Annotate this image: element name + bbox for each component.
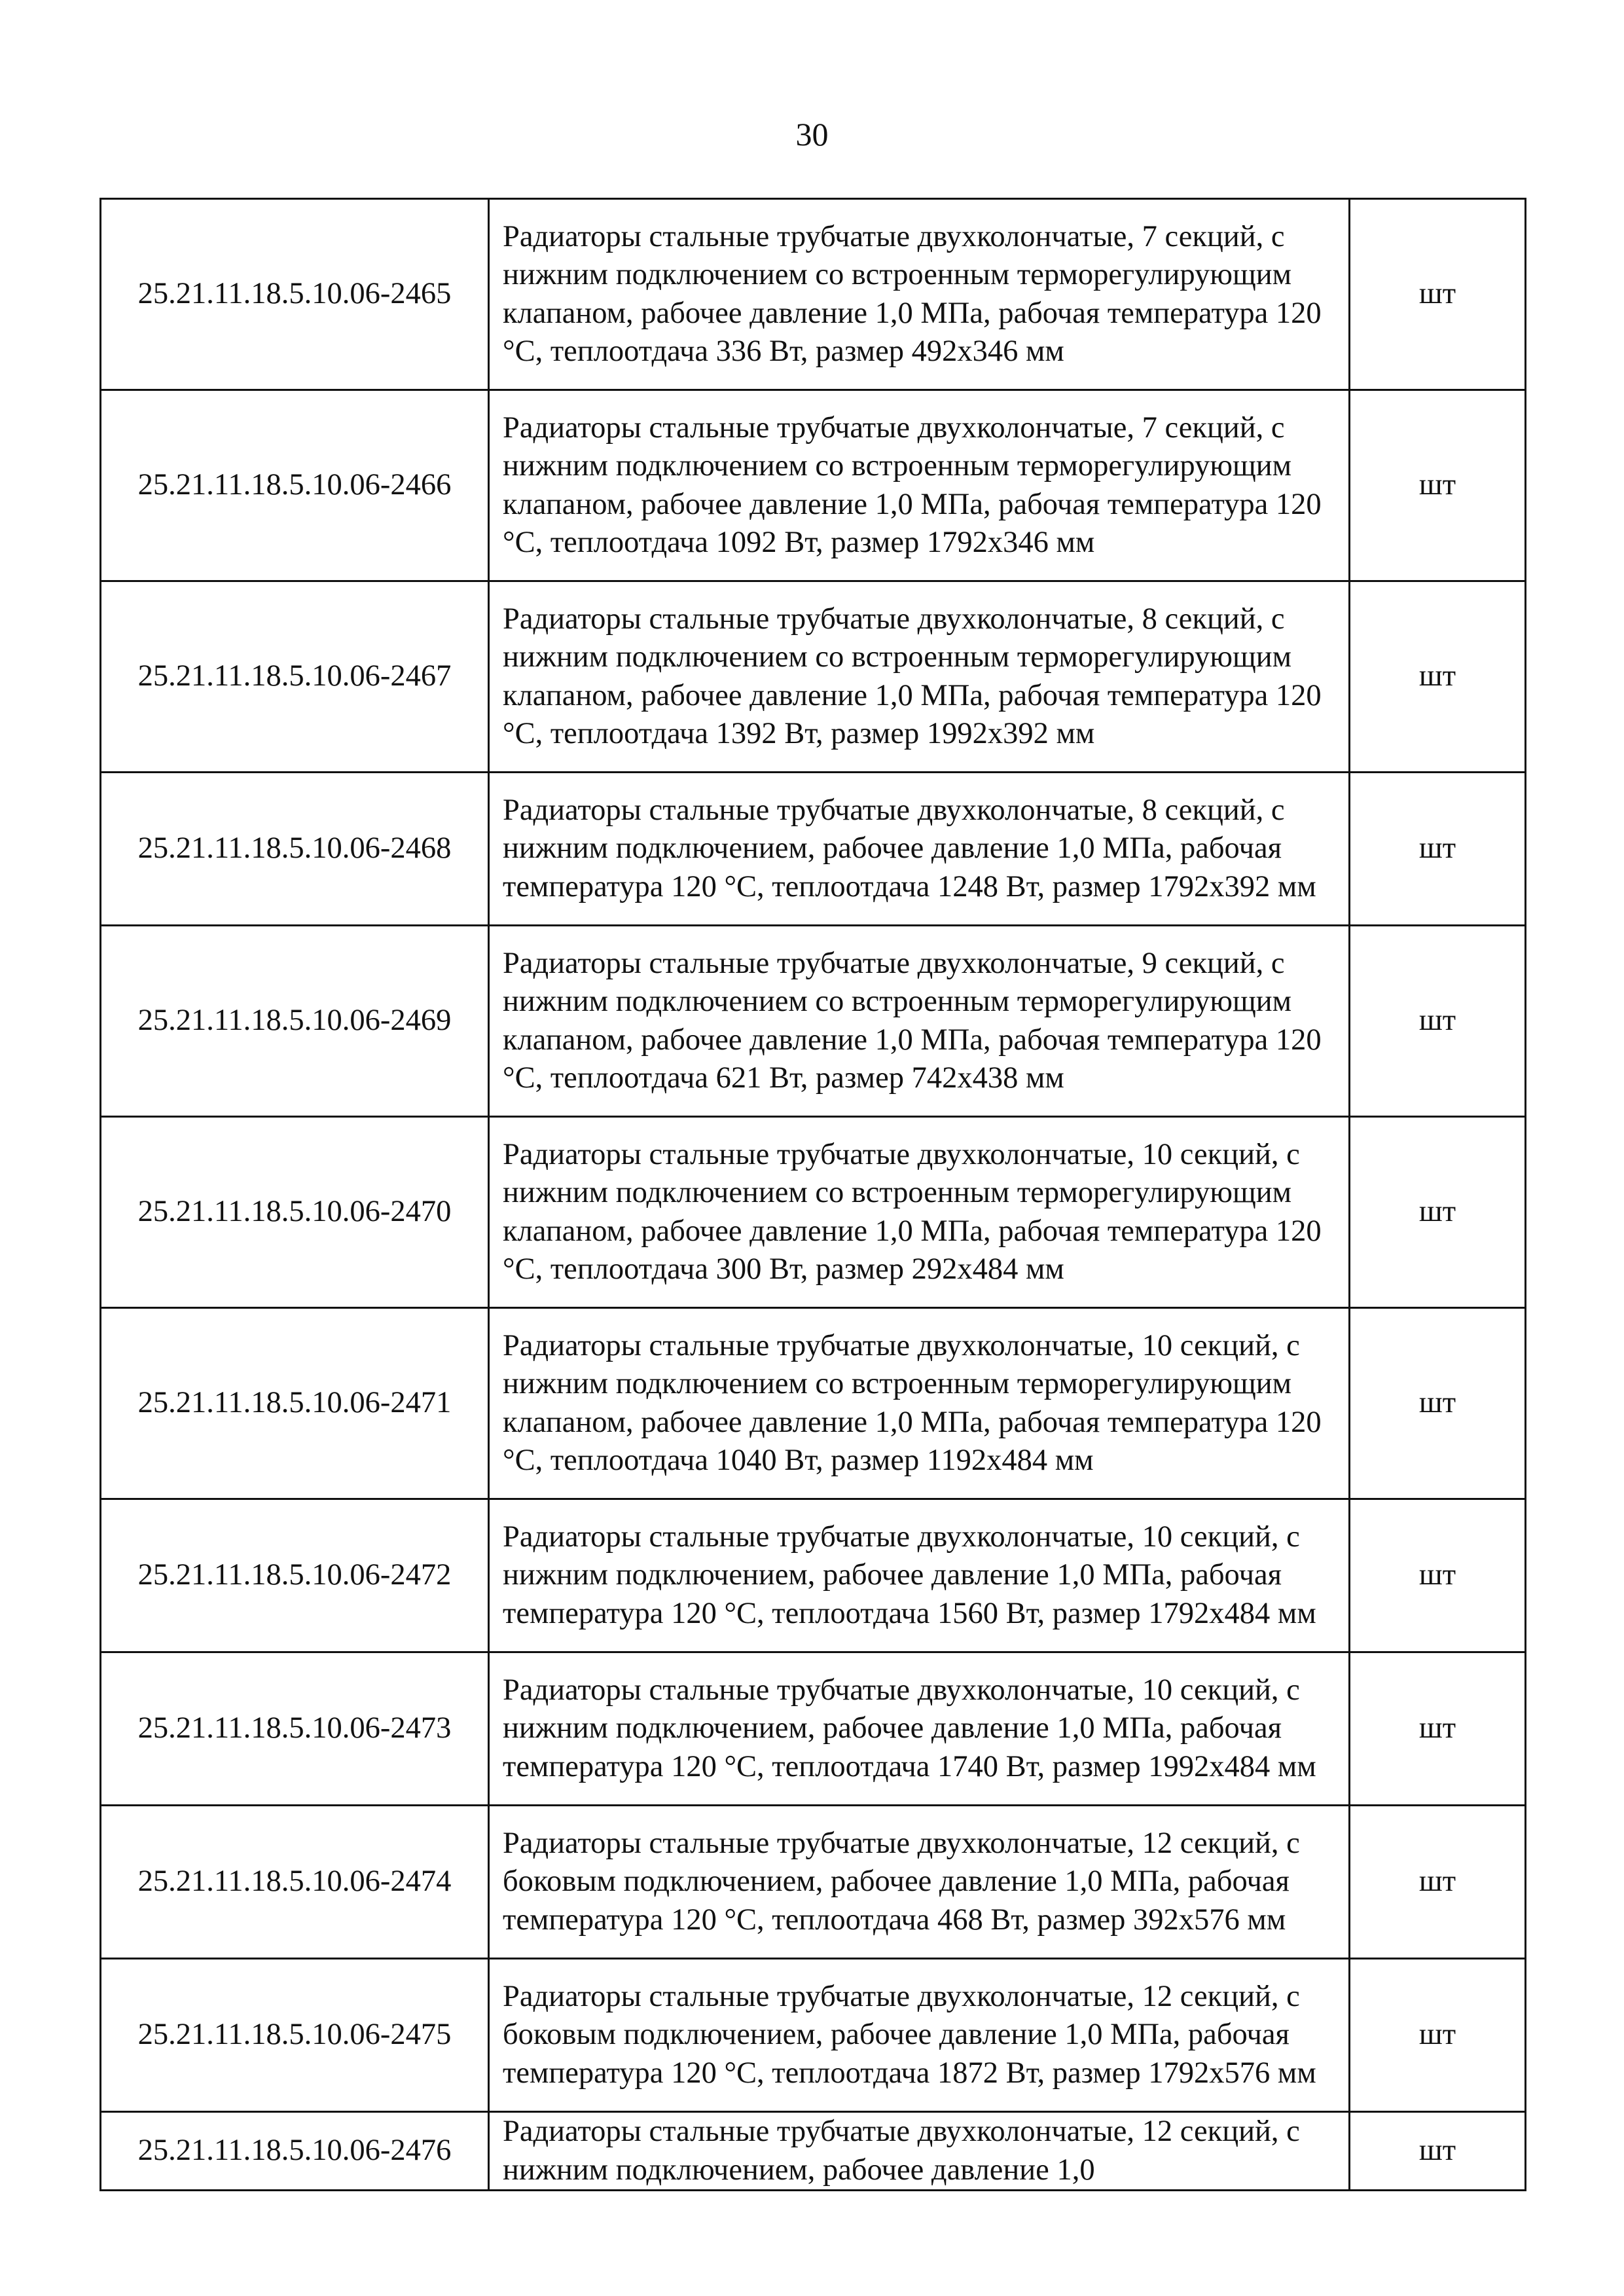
resource-code: 25.21.11.18.5.10.06-2472 [101,1499,489,1652]
table-row [101,390,1526,581]
resource-description: Радиаторы стальные трубчатые двухколончатые, 12 секций, с нижним подключением, рабочее давление 1,0 [489,2112,1350,2191]
resource-description: Радиаторы стальные трубчатые двухколончатые, 8 секций, с нижним подключением со встроенным терморегулирующим клапаном, рабочее давление 1,0 МПа, рабочая температура 120 °С, теплоотдача 1392 Вт, размер 1992x392 мм [489,581,1350,773]
unit-of-measure: шт [1350,773,1526,926]
resource-table [99,198,1526,2191]
resource-code: 25.21.11.18.5.10.06-2473 [101,1652,489,1806]
table-row [101,926,1526,1117]
unit-of-measure: шт [1350,1652,1526,1806]
resource-description: Радиаторы стальные трубчатые двухколончатые, 12 секций, с боковым подключением, рабочее давление 1,0 МПа, рабочая температура 120 °С, теплоотдача 468 Вт, размер 392x576 мм [489,1806,1350,1959]
resource-code: 25.21.11.18.5.10.06-2476 [101,2112,489,2191]
table-row [101,1499,1526,1652]
table-row [101,581,1526,773]
table-row [101,1308,1526,1499]
table-row [101,199,1526,390]
page-number: 30 [795,116,829,153]
table-row [101,773,1526,926]
unit-of-measure: шт [1350,1499,1526,1652]
resource-description: Радиаторы стальные трубчатые двухколончатые, 12 секций, с боковым подключением, рабочее давление 1,0 МПа, рабочая температура 120 °С, теплоотдача 1872 Вт, размер 1792x576 мм [489,1959,1350,2112]
unit-of-measure: шт [1350,390,1526,581]
unit-of-measure: шт [1350,1806,1526,1959]
unit-of-measure: шт [1350,581,1526,773]
resource-code: 25.21.11.18.5.10.06-2466 [101,390,489,581]
resource-code: 25.21.11.18.5.10.06-2469 [101,926,489,1117]
resource-code: 25.21.11.18.5.10.06-2474 [101,1806,489,1959]
resource-code: 25.21.11.18.5.10.06-2467 [101,581,489,773]
resource-description: Радиаторы стальные трубчатые двухколончатые, 7 секций, с нижним подключением со встроенным терморегулирующим клапаном, рабочее давление 1,0 МПа, рабочая температура 120 °С, теплоотдача 1092 Вт, размер 1792x346 мм [489,390,1350,581]
resource-description: Радиаторы стальные трубчатые двухколончатые, 10 секций, с нижним подключением со встроенным терморегулирующим клапаном, рабочее давление 1,0 МПа, рабочая температура 120 °С, теплоотдача 300 Вт, размер 292x484 мм [489,1117,1350,1308]
unit-of-measure: шт [1350,926,1526,1117]
resource-description: Радиаторы стальные трубчатые двухколончатые, 8 секций, с нижним подключением, рабочее давление 1,0 МПа, рабочая температура 120 °С, теплоотдача 1248 Вт, размер 1792x392 мм [489,773,1350,926]
table-row [101,1806,1526,1959]
resource-code: 25.21.11.18.5.10.06-2475 [101,1959,489,2112]
resource-description: Радиаторы стальные трубчатые двухколончатые, 10 секций, с нижним подключением, рабочее давление 1,0 МПа, рабочая температура 120 °С, теплоотдача 1560 Вт, размер 1792x484 мм [489,1499,1350,1652]
resource-code: 25.21.11.18.5.10.06-2468 [101,773,489,926]
resource-description: Радиаторы стальные трубчатые двухколончатые, 7 секций, с нижним подключением со встроенным терморегулирующим клапаном, рабочее давление 1,0 МПа, рабочая температура 120 °С, теплоотдача 336 Вт, размер 492x346 мм [489,199,1350,390]
resource-description: Радиаторы стальные трубчатые двухколончатые, 10 секций, с нижним подключением, рабочее давление 1,0 МПа, рабочая температура 120 °С, теплоотдача 1740 Вт, размер 1992x484 мм [489,1652,1350,1806]
unit-of-measure: шт [1350,1117,1526,1308]
table-row [101,1652,1526,1806]
table-row [101,2112,1526,2191]
unit-of-measure: шт [1350,1308,1526,1499]
resource-code: 25.21.11.18.5.10.06-2470 [101,1117,489,1308]
table-row [101,1117,1526,1308]
resource-description: Радиаторы стальные трубчатые двухколончатые, 10 секций, с нижним подключением со встроенным терморегулирующим клапаном, рабочее давление 1,0 МПа, рабочая температура 120 °С, теплоотдача 1040 Вт, размер 1192x484 мм [489,1308,1350,1499]
unit-of-measure: шт [1350,2112,1526,2191]
resource-code: 25.21.11.18.5.10.06-2465 [101,199,489,390]
resource-code: 25.21.11.18.5.10.06-2471 [101,1308,489,1499]
resource-description: Радиаторы стальные трубчатые двухколончатые, 9 секций, с нижним подключением со встроенным терморегулирующим клапаном, рабочее давление 1,0 МПа, рабочая температура 120 °С, теплоотдача 621 Вт, размер 742x438 мм [489,926,1350,1117]
unit-of-measure: шт [1350,199,1526,390]
table-row [101,1959,1526,2112]
unit-of-measure: шт [1350,1959,1526,2112]
